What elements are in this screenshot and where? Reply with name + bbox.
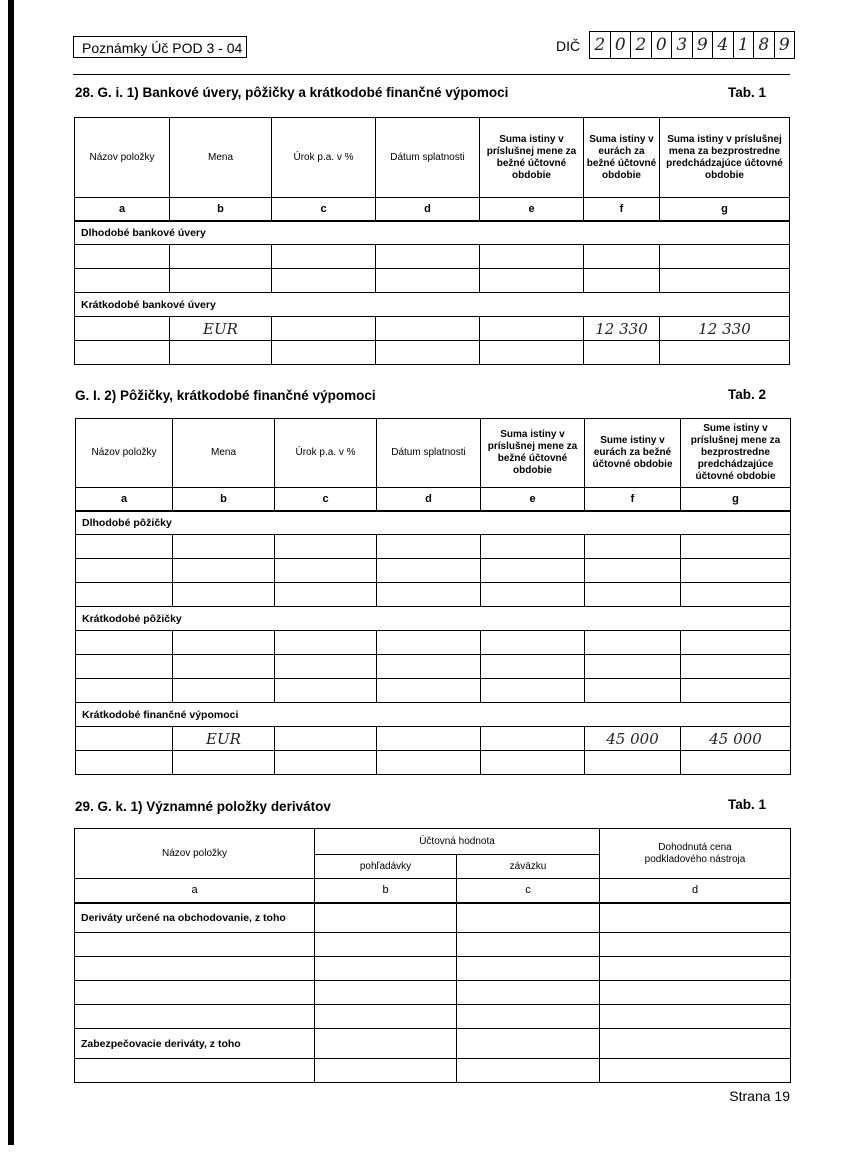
tab-label: Tab. 1	[727, 85, 766, 100]
input-cell[interactable]	[75, 341, 170, 365]
table-row	[76, 655, 791, 679]
column-header: pohľadávky	[315, 855, 457, 879]
input-cell[interactable]	[480, 245, 584, 269]
column-header: Úrok p.a. v %	[272, 118, 376, 198]
group-row	[76, 607, 791, 631]
input-cell[interactable]	[275, 751, 377, 775]
input-cell[interactable]	[173, 583, 275, 607]
table-row	[75, 341, 790, 365]
section-title-28: 28. G. i. 1) Bankové úvery, pôžičky a krátkodobé finančné výpomoci	[75, 85, 509, 100]
header-divider	[73, 74, 790, 75]
input-cell[interactable]	[76, 655, 173, 679]
input-cell[interactable]	[681, 751, 791, 775]
input-cell[interactable]: EUR	[173, 727, 275, 751]
column-header: Suma istiny v eurách za bežné účtovné obdobie	[584, 118, 660, 198]
input-cell[interactable]	[376, 341, 480, 365]
tab-label: Tab. 1	[727, 797, 766, 812]
table-row	[75, 1059, 791, 1083]
table-row	[76, 559, 791, 583]
page-number: Strana 19	[729, 1088, 790, 1104]
column-header: Mena	[170, 118, 272, 198]
input-cell[interactable]	[600, 1005, 791, 1029]
input-cell[interactable]	[170, 245, 272, 269]
input-cell[interactable]	[481, 535, 585, 559]
input-cell[interactable]	[275, 655, 377, 679]
input-cell[interactable]	[585, 583, 681, 607]
dic-label: DIČ	[556, 38, 581, 54]
input-cell[interactable]	[377, 751, 481, 775]
input-cell[interactable]	[376, 269, 480, 293]
column-header: Sume istiny v eurách za bežné účtovné obdobie	[585, 419, 681, 488]
column-letter: f	[584, 198, 660, 221]
header-row	[75, 829, 791, 855]
input-cell[interactable]	[584, 269, 660, 293]
input-cell[interactable]	[173, 751, 275, 775]
input-cell[interactable]	[315, 933, 457, 957]
group-label: Deriváty určené na obchodovanie, z toho	[75, 903, 315, 933]
column-header: Názov položky	[75, 829, 315, 879]
dic-digit[interactable]: 0	[652, 32, 673, 58]
column-letter: e	[481, 488, 585, 511]
input-cell[interactable]	[76, 751, 173, 775]
column-letter-row	[76, 488, 791, 511]
dic-digit[interactable]: 2	[590, 32, 611, 58]
input-cell[interactable]	[480, 341, 584, 365]
column-letter: g	[681, 488, 791, 511]
group-row	[75, 903, 791, 933]
group-label: Zabezpečovacie deriváty, z toho	[75, 1029, 315, 1059]
column-letter: d	[600, 879, 791, 903]
table-row	[75, 317, 790, 341]
input-cell[interactable]	[75, 245, 170, 269]
input-cell[interactable]	[600, 903, 791, 933]
input-cell[interactable]	[377, 559, 481, 583]
table-row	[75, 957, 791, 981]
input-cell[interactable]	[315, 1005, 457, 1029]
table-row	[76, 727, 791, 751]
column-letter: c	[275, 488, 377, 511]
input-cell[interactable]	[75, 933, 315, 957]
table-row	[76, 631, 791, 655]
input-cell[interactable]	[275, 727, 377, 751]
column-letter: c	[457, 879, 600, 903]
input-cell[interactable]	[377, 727, 481, 751]
input-cell[interactable]	[275, 631, 377, 655]
input-cell[interactable]	[275, 583, 377, 607]
column-letter: b	[173, 488, 275, 511]
input-cell[interactable]	[377, 583, 481, 607]
input-cell[interactable]	[376, 245, 480, 269]
input-cell[interactable]	[681, 535, 791, 559]
group-label: Krátkodobé pôžičky	[76, 607, 791, 631]
column-header: Suma istiny v príslušnej mena za bezprostredne predchádzajúce účtovné obdobie	[660, 118, 790, 198]
group-label: Krátkodobé bankové úvery	[75, 293, 790, 317]
header-row	[75, 118, 790, 198]
dic-digit[interactable]: 4	[713, 32, 734, 58]
input-cell[interactable]	[173, 535, 275, 559]
input-cell[interactable]	[481, 559, 585, 583]
bank-loans-table	[74, 117, 790, 365]
section-title-28b: G. I. 2) Pôžičky, krátkodobé finančné výpomoci	[75, 388, 376, 403]
table-row	[75, 1005, 791, 1029]
group-label: Dlhodobé pôžičky	[76, 511, 791, 535]
input-cell[interactable]	[75, 317, 170, 341]
column-letter: b	[170, 198, 272, 221]
column-letter: f	[585, 488, 681, 511]
table-row	[75, 245, 790, 269]
column-header: Názov položky	[75, 118, 170, 198]
column-header: Suma istiny v príslušnej mene za bežné účtovné obdobie	[481, 419, 585, 488]
dic-field[interactable]	[589, 31, 795, 59]
input-cell[interactable]	[660, 341, 790, 365]
input-cell[interactable]	[457, 1059, 600, 1083]
group-row	[76, 703, 791, 727]
input-cell[interactable]	[76, 535, 173, 559]
input-cell[interactable]	[272, 269, 376, 293]
table-row	[75, 933, 791, 957]
input-cell[interactable]	[457, 1005, 600, 1029]
input-cell[interactable]	[660, 269, 790, 293]
input-cell[interactable]	[76, 559, 173, 583]
input-cell[interactable]	[315, 1029, 457, 1059]
input-cell[interactable]	[173, 559, 275, 583]
input-cell[interactable]	[170, 341, 272, 365]
input-cell[interactable]	[681, 655, 791, 679]
input-cell[interactable]	[75, 1059, 315, 1083]
column-header: Dátum splatnosti	[376, 118, 480, 198]
input-cell[interactable]	[275, 679, 377, 703]
input-cell[interactable]	[275, 535, 377, 559]
column-letter: e	[480, 198, 584, 221]
form-id-box: Poznámky Úč POD 3 - 04	[73, 36, 247, 58]
input-cell[interactable]	[377, 655, 481, 679]
section-title-29: 29. G. k. 1) Významné položky derivátov	[75, 799, 331, 814]
derivatives-table	[74, 828, 791, 1083]
input-cell[interactable]: 45 000	[681, 727, 791, 751]
input-cell[interactable]	[585, 559, 681, 583]
input-cell[interactable]	[315, 981, 457, 1005]
column-header: Názov položky	[76, 419, 173, 488]
dic-digit[interactable]: 1	[734, 32, 755, 58]
column-header: Úrok p.a. v %	[275, 419, 377, 488]
dic-digit[interactable]: 3	[672, 32, 693, 58]
input-cell[interactable]	[76, 727, 173, 751]
input-cell[interactable]	[173, 631, 275, 655]
loans-table	[75, 418, 791, 775]
input-cell[interactable]	[585, 535, 681, 559]
group-row	[75, 1029, 791, 1059]
column-letter: c	[272, 198, 376, 221]
input-cell[interactable]: EUR	[170, 317, 272, 341]
input-cell[interactable]	[75, 981, 315, 1005]
input-cell[interactable]	[377, 535, 481, 559]
input-cell[interactable]	[173, 655, 275, 679]
input-cell[interactable]	[315, 903, 457, 933]
input-cell[interactable]	[275, 559, 377, 583]
column-letter: d	[376, 198, 480, 221]
input-cell[interactable]	[173, 679, 275, 703]
input-cell[interactable]	[681, 679, 791, 703]
column-letter: b	[315, 879, 457, 903]
input-cell[interactable]	[585, 631, 681, 655]
dic-digit[interactable]: 9	[693, 32, 714, 58]
table-row	[76, 535, 791, 559]
input-cell[interactable]: 12 330	[660, 317, 790, 341]
input-cell[interactable]	[272, 245, 376, 269]
column-letter: a	[75, 879, 315, 903]
group-label: Krátkodobé finančné výpomoci	[76, 703, 791, 727]
input-cell[interactable]	[315, 957, 457, 981]
column-letter-row	[75, 879, 791, 903]
input-cell[interactable]	[376, 317, 480, 341]
input-cell[interactable]	[377, 631, 481, 655]
input-cell[interactable]	[457, 903, 600, 933]
column-header: Dohodnutá cena podkladového nástroja	[600, 829, 791, 879]
input-cell[interactable]	[481, 655, 585, 679]
column-header: Mena	[173, 419, 275, 488]
column-header: záväzku	[457, 855, 600, 879]
input-cell[interactable]	[480, 269, 584, 293]
input-cell[interactable]	[584, 341, 660, 365]
dic-digit[interactable]: 0	[611, 32, 632, 58]
input-cell[interactable]	[584, 245, 660, 269]
table-row	[76, 679, 791, 703]
column-header: Sume istiny v príslušnej mene za bezprostredne predchádzajúce účtovné obdobie	[681, 419, 791, 488]
table-row	[76, 751, 791, 775]
group-row	[76, 511, 791, 535]
input-cell[interactable]	[481, 679, 585, 703]
column-letter: g	[660, 198, 790, 221]
input-cell[interactable]	[481, 727, 585, 751]
input-cell[interactable]	[585, 655, 681, 679]
input-cell[interactable]	[480, 317, 584, 341]
group-label: Dlhodobé bankové úvery	[75, 221, 790, 245]
group-row	[75, 221, 790, 245]
input-cell[interactable]	[481, 751, 585, 775]
column-letter-row	[75, 198, 790, 221]
input-cell[interactable]	[377, 679, 481, 703]
input-cell[interactable]	[272, 317, 376, 341]
header-row	[76, 419, 791, 488]
dic-digit[interactable]: 2	[631, 32, 652, 58]
input-cell[interactable]	[75, 957, 315, 981]
column-header: Suma istiny v príslušnej mene za bežné účtovné obdobie	[480, 118, 584, 198]
column-letter: a	[75, 198, 170, 221]
input-cell[interactable]	[681, 583, 791, 607]
input-cell[interactable]	[681, 559, 791, 583]
input-cell[interactable]	[481, 583, 585, 607]
input-cell[interactable]	[76, 583, 173, 607]
dic-digit[interactable]: 8	[754, 32, 775, 58]
column-letter: d	[377, 488, 481, 511]
input-cell[interactable]: 12 330	[584, 317, 660, 341]
input-cell[interactable]	[457, 1029, 600, 1059]
input-cell[interactable]: 45 000	[585, 727, 681, 751]
input-cell[interactable]	[457, 981, 600, 1005]
input-cell[interactable]	[75, 1005, 315, 1029]
input-cell[interactable]	[76, 679, 173, 703]
tab-label: Tab. 2	[727, 387, 766, 402]
input-cell[interactable]	[457, 933, 600, 957]
input-cell[interactable]	[76, 631, 173, 655]
input-cell[interactable]	[75, 269, 170, 293]
input-cell[interactable]	[585, 679, 681, 703]
column-letter: a	[76, 488, 173, 511]
input-cell[interactable]	[315, 1059, 457, 1083]
column-header: Dátum splatnosti	[377, 419, 481, 488]
input-cell[interactable]	[600, 981, 791, 1005]
input-cell[interactable]	[660, 245, 790, 269]
input-cell[interactable]	[170, 269, 272, 293]
input-cell[interactable]	[600, 1059, 791, 1083]
input-cell[interactable]	[600, 1029, 791, 1059]
input-cell[interactable]	[600, 933, 791, 957]
input-cell[interactable]	[585, 751, 681, 775]
scan-edge	[8, 0, 14, 1145]
input-cell[interactable]	[272, 341, 376, 365]
input-cell[interactable]	[600, 957, 791, 981]
input-cell[interactable]	[481, 631, 585, 655]
table-row	[75, 981, 791, 1005]
table-row	[75, 269, 790, 293]
input-cell[interactable]	[681, 631, 791, 655]
column-group-header: Účtovná hodnota	[315, 829, 600, 855]
dic-digit[interactable]: 9	[778, 35, 790, 55]
table-row	[76, 583, 791, 607]
group-row	[75, 293, 790, 317]
input-cell[interactable]	[457, 957, 600, 981]
